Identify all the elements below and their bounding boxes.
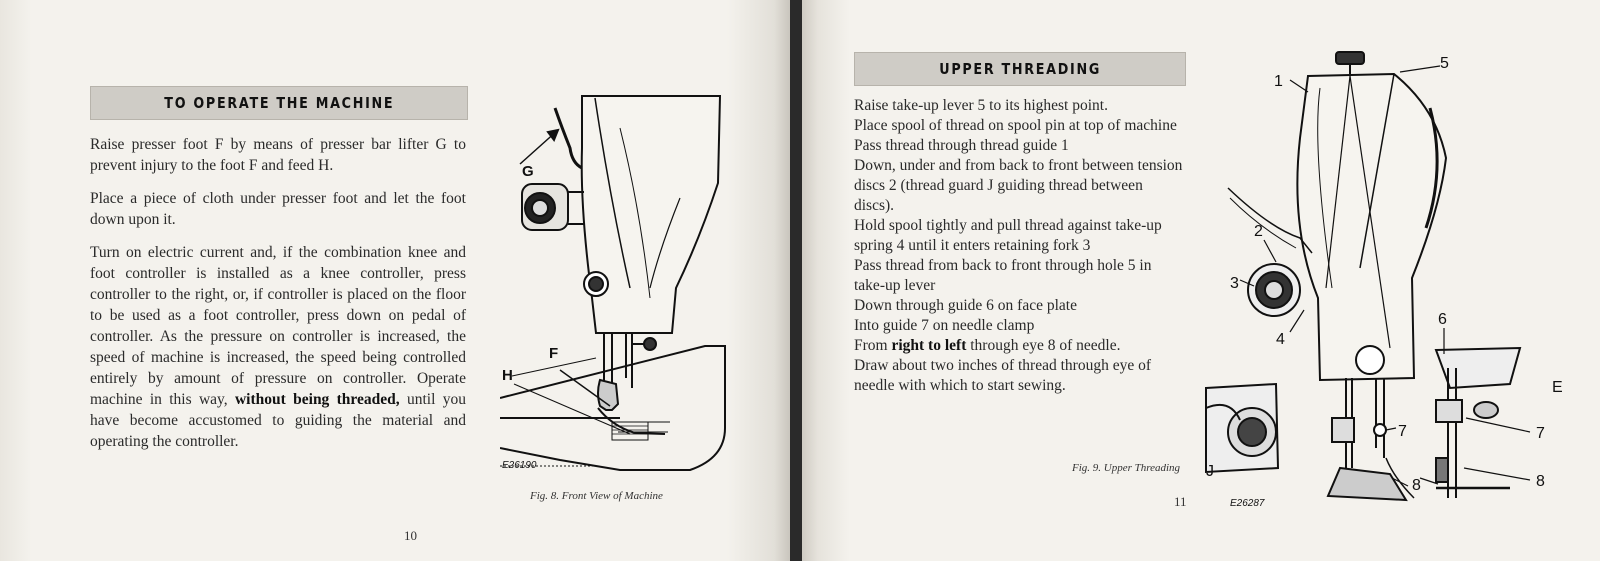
front-view-figure bbox=[500, 88, 740, 488]
page-number: 10 bbox=[404, 528, 417, 543]
step-7: Down through guide 6 on face plate bbox=[854, 297, 1077, 314]
emphasis-text: without being threaded, bbox=[234, 391, 400, 408]
label-5: 5 bbox=[1440, 55, 1449, 72]
figure-caption: Fig. 8. Front View of Machine bbox=[530, 490, 663, 502]
figure-code: E26287 bbox=[1230, 498, 1265, 509]
section-banner-threading bbox=[854, 52, 1186, 86]
label-3: 3 bbox=[1230, 275, 1239, 292]
threading-steps bbox=[854, 96, 1184, 396]
label-e: E bbox=[1552, 379, 1563, 396]
right-page bbox=[802, 0, 1600, 561]
paragraph-2: Place a piece of cloth under presser foot and let the foot down upon it. bbox=[90, 190, 466, 228]
label-8b: 8 bbox=[1536, 473, 1545, 490]
book-gutter bbox=[790, 0, 802, 561]
step-6: Pass thread from back to front through hole 5 in take-up lever bbox=[854, 257, 1152, 294]
step-9: From right to left through eye 8 of needle. bbox=[854, 337, 1121, 354]
label-j: J bbox=[1206, 463, 1214, 480]
label-2: 2 bbox=[1254, 223, 1263, 240]
label-8a: 8 bbox=[1412, 477, 1421, 494]
label-h: H bbox=[502, 367, 513, 384]
figure-caption: Fig. 9. Upper Threading bbox=[1072, 462, 1181, 474]
figure-code: E26190 bbox=[502, 460, 537, 471]
step-10: Draw about two inches of thread through eye of needle with which to start sewing. bbox=[854, 357, 1151, 394]
step-3: Pass thread through thread guide 1 bbox=[854, 137, 1069, 154]
label-6: 6 bbox=[1438, 311, 1447, 328]
paragraph-3: Turn on electric current and, if the combination knee and foot controller is installed as a knee controller, press controller to the right, or, if controller is placed on the floor to be used as a foot controller, press down on pedal of controller. As the pressure on controller is increased, the speed of machine is increased, the speed being controlled entirely by amount of pressure on controller. Operate machine in this way, without being threaded, until you have become accustomed to guiding the material and operating the controller. bbox=[90, 244, 466, 450]
label-7b: 7 bbox=[1536, 425, 1545, 442]
page-number: 11 bbox=[1174, 494, 1187, 509]
emphasis-text: right to left bbox=[891, 337, 967, 354]
step-4: Down, under and from back to front between tension discs 2 (thread guard J guiding thread between discs). bbox=[854, 157, 1183, 214]
label-4: 4 bbox=[1276, 331, 1285, 348]
operate-instructions bbox=[90, 134, 466, 464]
step-1: Raise take-up lever 5 to its highest point. bbox=[854, 97, 1108, 114]
label-f: F bbox=[549, 345, 559, 362]
label-1: 1 bbox=[1274, 73, 1283, 90]
section-title: TO OPERATE THE MACHINE bbox=[163, 94, 395, 112]
section-banner-operate bbox=[90, 86, 468, 120]
label-g: G bbox=[522, 163, 534, 180]
label-7a: 7 bbox=[1398, 423, 1407, 440]
upper-threading-figure bbox=[1200, 48, 1590, 510]
step-8: Into guide 7 on needle clamp bbox=[854, 317, 1035, 334]
step-5: Hold spool tightly and pull thread against take-up spring 4 until it enters retaining fork 3 bbox=[854, 217, 1162, 254]
step-2: Place spool of thread on spool pin at top of machine bbox=[854, 117, 1177, 134]
paragraph-1: Raise presser foot F by means of presser bar lifter G to prevent injury to the foot F and feed H. bbox=[90, 136, 466, 174]
section-title: UPPER THREADING bbox=[939, 60, 1101, 78]
left-page bbox=[0, 0, 790, 561]
